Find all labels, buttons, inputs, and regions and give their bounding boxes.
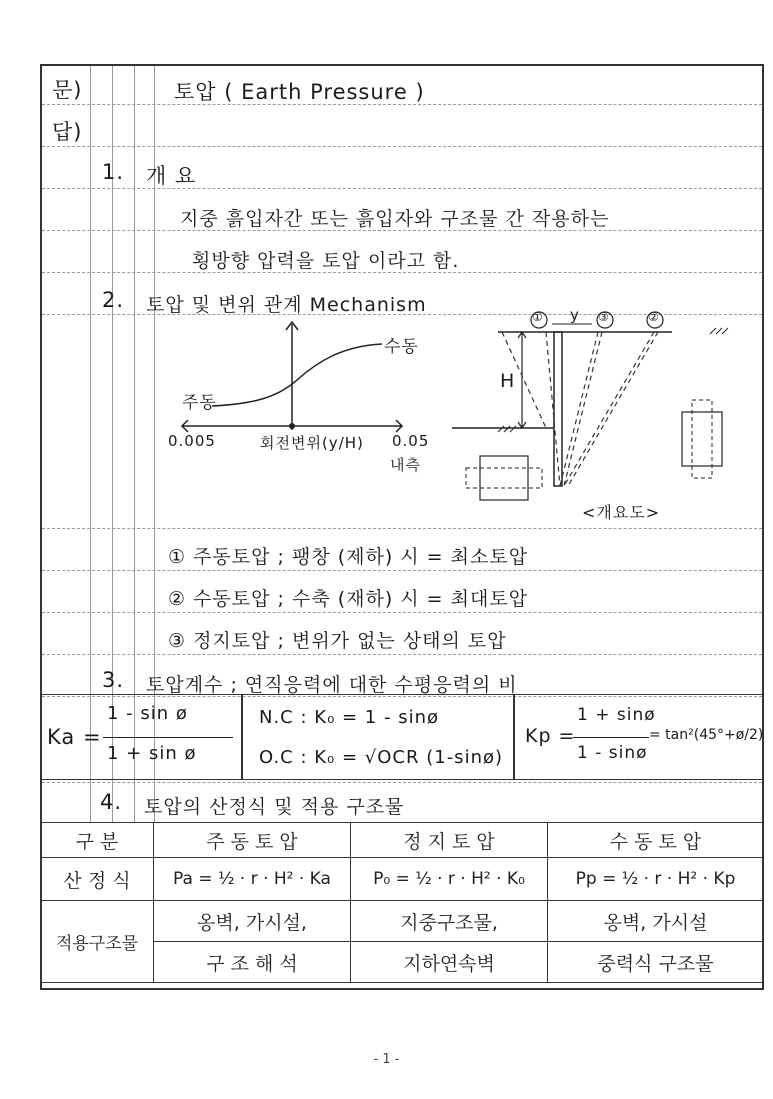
kp-denominator: 1 - sinø <box>577 743 648 763</box>
table-header-cell: 수 동 토 압 <box>548 823 764 858</box>
table-cell: 지중구조물, <box>351 901 548 942</box>
table-cell-formula-passive: Pp = ½ · r · H² · Kp <box>548 858 764 901</box>
table-row <box>41 901 764 942</box>
passive-wedge-line-2 <box>568 332 658 486</box>
table-cell: 중력식 구조물 <box>548 942 764 983</box>
earth-pressure-table <box>40 822 764 983</box>
table-cell: 구 조 해 석 <box>154 942 351 983</box>
table-cell-label: 산 정 식 <box>41 858 154 901</box>
sec2-item-2: ② 수동토압 ; 수축 (재하) 시 = 최대토압 <box>168 588 529 610</box>
figure-caption: <개요도> <box>582 503 661 522</box>
table-header-cell: 정 지 토 압 <box>351 823 548 858</box>
ka-formula-box <box>40 694 242 780</box>
displacement-y-label: y <box>570 306 580 324</box>
table-cell-label: 적용구조물 <box>41 901 154 983</box>
ko-formula-box <box>242 694 514 780</box>
section-4-number: 4. <box>100 790 123 814</box>
kp-tan-expression: = tan²(45°+ø/2) <box>649 727 764 743</box>
section-4-heading: 토압의 산정식 및 적용 구조물 <box>144 796 405 818</box>
kp-lhs: Kp = <box>525 725 576 747</box>
table-cell-formula-rest: P₀ = ½ · r · H² · K₀ <box>351 858 548 901</box>
page-number: - 1 - <box>373 1052 400 1067</box>
marker-1: ① <box>532 310 544 324</box>
table-cell: 지하연속벽 <box>351 942 548 983</box>
passive-wedge-line <box>564 332 654 486</box>
kp-formula-box <box>514 694 764 780</box>
table-header-row <box>41 823 764 858</box>
rest-wedge-line-2 <box>564 332 602 486</box>
active-element-deformed <box>466 468 542 488</box>
graph-x-right-note: 내측 <box>390 456 421 474</box>
table-header-cell: 구 분 <box>41 823 154 858</box>
graph-x-right-tick: 0.05 <box>392 432 430 450</box>
graph-label-active: 주동 <box>182 393 217 413</box>
retaining-wall-diagram <box>442 306 752 506</box>
graph-label-passive: 수동 <box>384 337 419 357</box>
ground-hatch-left <box>498 426 516 432</box>
kp-numerator: 1 + sinø <box>577 705 656 725</box>
pressure-curve <box>212 344 382 406</box>
answer-label: 답) <box>52 120 83 144</box>
section-2-number: 2. <box>102 288 125 312</box>
ka-numerator: 1 - sin ø <box>107 703 188 724</box>
section-3-heading: 토압계수 ; 연직응력에 대한 수평응력의 비 <box>146 674 518 696</box>
page-title: 토압 ( Earth Pressure ) <box>174 80 425 104</box>
section-1-line-1: 지중 흙입자간 또는 흙입자와 구조물 간 작용하는 <box>180 208 610 230</box>
section-2-heading: 토압 및 변위 관계 Mechanism <box>146 294 427 316</box>
table-cell: 옹벽, 가시설 <box>548 901 764 942</box>
ka-lhs: Ka = <box>47 725 102 749</box>
ka-denominator: 1 + sin ø <box>107 743 197 764</box>
ka-fraction-bar <box>103 737 233 738</box>
ko-oc-formula: O.C : K₀ = √OCR (1-sinø) <box>259 747 504 768</box>
active-wedge-line <box>546 332 560 486</box>
marker-3: ③ <box>598 310 610 324</box>
ko-nc-formula: N.C : K₀ = 1 - sinø <box>259 707 439 728</box>
section-1-line-2: 횡방향 압력을 토압 이라고 함. <box>192 250 460 272</box>
table-cell-formula-active: Pa = ½ · r · H² · Ka <box>154 858 351 901</box>
marker-2: ② <box>648 310 660 324</box>
graph-x-center-label: 회전변위(y/H) <box>260 434 364 452</box>
section-1-number: 1. <box>102 160 125 184</box>
kp-fraction-bar <box>573 737 649 738</box>
sec2-item-3: ③ 정지토압 ; 변위가 없는 상태의 토압 <box>168 630 507 652</box>
retaining-wall <box>554 332 562 486</box>
rest-wedge-line <box>560 332 598 486</box>
table-cell: 옹벽, 가시설, <box>154 901 351 942</box>
passive-element-box <box>682 412 722 466</box>
table-header-cell: 주 동 토 압 <box>154 823 351 858</box>
section-3-number: 3. <box>102 668 125 692</box>
height-label: H <box>500 370 516 392</box>
active-element-box <box>480 456 528 500</box>
table-row <box>41 858 764 901</box>
origin-point <box>289 423 295 429</box>
question-label: 문) <box>52 78 83 102</box>
section-1-heading: 개 요 <box>146 164 197 188</box>
ground-hatch-right <box>710 328 728 334</box>
graph-x-left-tick: 0.005 <box>168 432 216 450</box>
sec2-item-1: ① 주동토압 ; 팽창 (제하) 시 = 최소토압 <box>168 546 529 568</box>
